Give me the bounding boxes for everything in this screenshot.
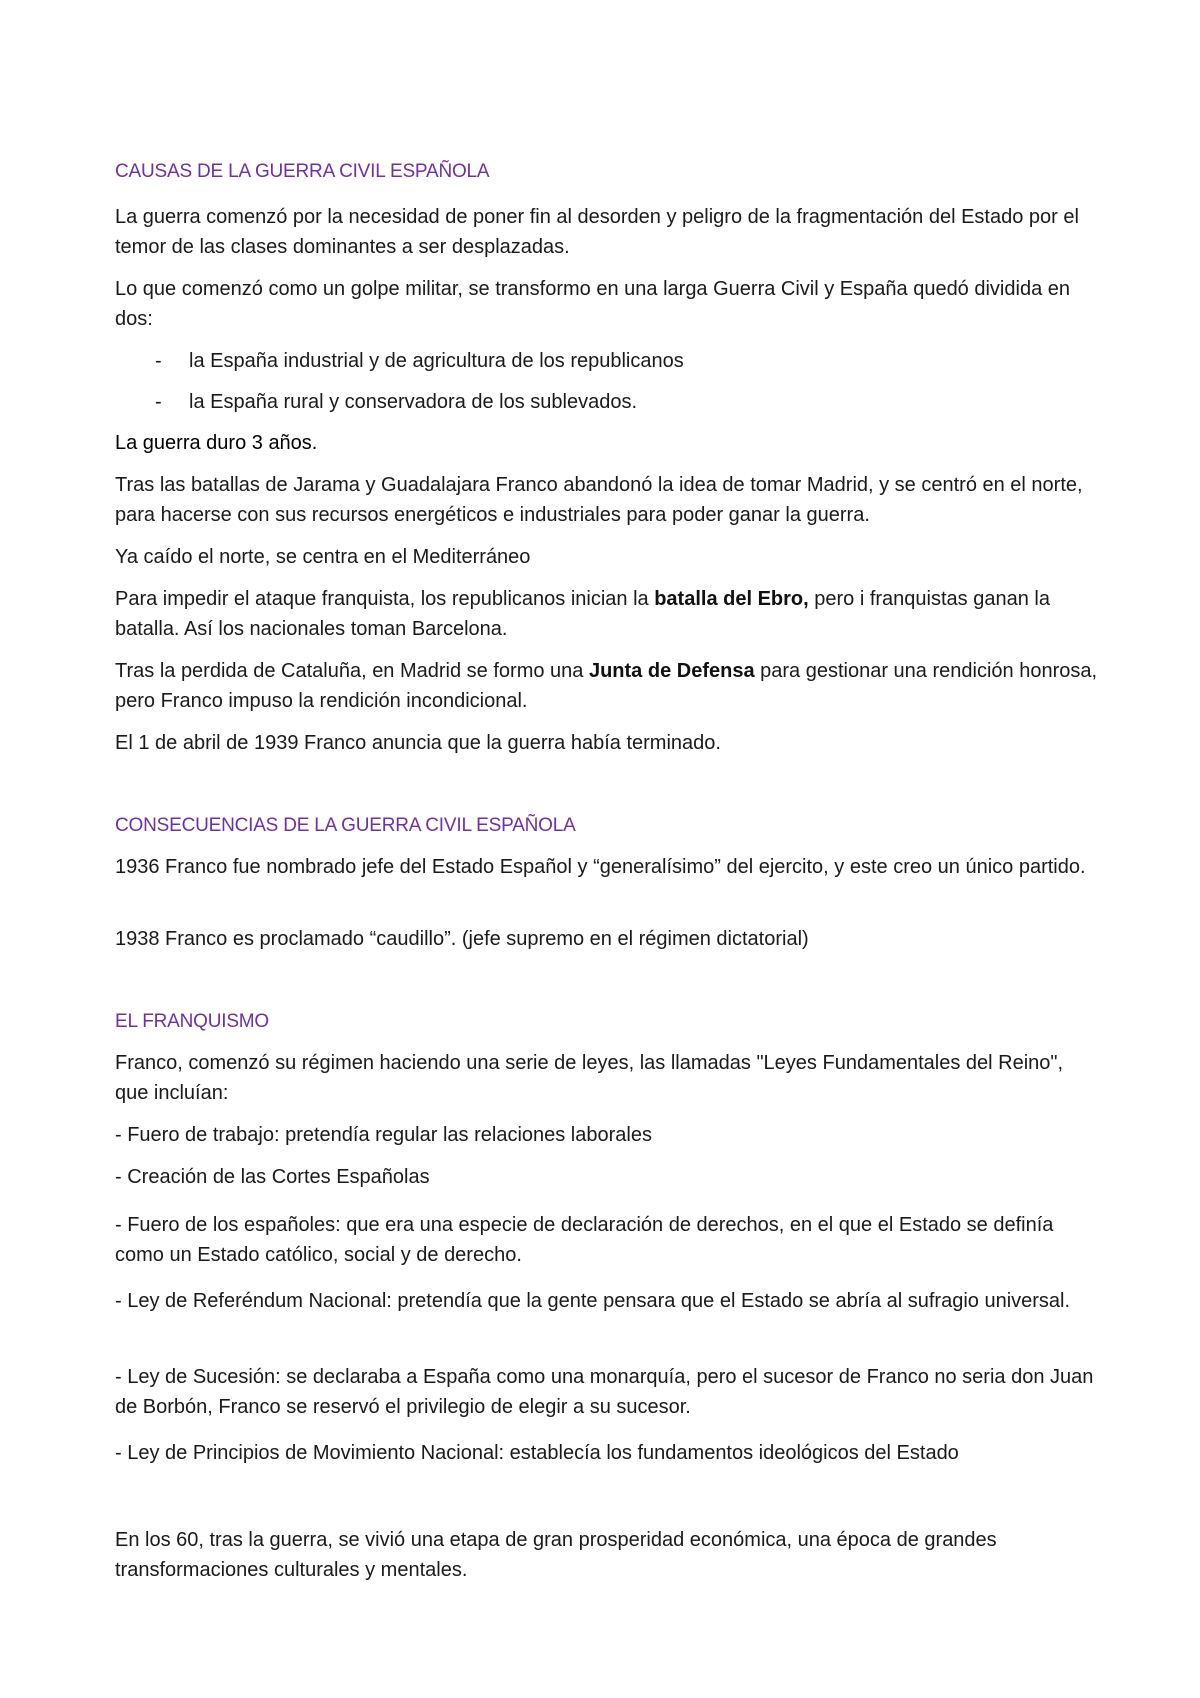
paragraph: La guerra comenzó por la necesidad de poner fin al desorden y peligro de la fragmentación del Estado por el temor de las clases dominantes a ser desplazadas. xyxy=(115,206,1079,258)
section-heading-consecuencias: CONSECUENCIAS DE LA GUERRA CIVIL ESPAÑOLA xyxy=(115,815,576,836)
list-item-text: la España rural y conservadora de los sublevados. xyxy=(189,391,638,413)
section-heading-causas: CAUSAS DE LA GUERRA CIVIL ESPAÑOLA xyxy=(115,161,490,182)
bold-term: batalla del Ebro, xyxy=(654,588,809,610)
list-item-text: la España industrial y de agricultura de los republicanos xyxy=(189,350,684,372)
list-item: - Fuero de los españoles: que era una especie de declaración de derechos, en el que el Estado se definía como un Estado católico, social y de derecho. xyxy=(115,1214,1054,1266)
list-item xyxy=(115,346,1174,376)
paragraph: El 1 de abril de 1939 Franco anuncia que la guerra había terminado. xyxy=(115,732,721,754)
list-item: - Fuero de trabajo: pretendía regular las relaciones laborales xyxy=(115,1124,652,1146)
paragraph: En los 60, tras la guerra, se vivió una etapa de gran prosperidad económica, una época de grandes transformaciones culturales y mentales. xyxy=(115,1529,997,1581)
bullet-dash: - xyxy=(155,391,162,413)
list-item: - Ley de Referéndum Nacional: pretendía que la gente pensara que el Estado se abría al sufragio universal. xyxy=(115,1290,1071,1312)
paragraph: 1938 Franco es proclamado “caudillo”. (jefe supremo en el régimen dictatorial) xyxy=(115,928,809,950)
paragraph: Lo que comenzó como un golpe militar, se transformo en una larga Guerra Civil y España quedó dividida en dos: xyxy=(115,278,1070,330)
paragraph xyxy=(115,656,1100,716)
text-run: Tras la perdida de Cataluña, en Madrid se formo una xyxy=(115,660,589,682)
paragraph: 1936 Franco fue nombrado jefe del Estado Español y “generalísimo” del ejercito, y este creo un único partido. xyxy=(115,856,1086,878)
paragraph: La guerra duro 3 años. xyxy=(115,432,318,454)
list-item: - Ley de Sucesión: se declaraba a España como una monarquía, pero el sucesor de Franco no seria don Juan de Borbón, Franco se reservó el privilegio de elegir a su sucesor. xyxy=(115,1366,1094,1418)
text-run: para gestionar una rendición honrosa, pero Franco impuso la rendición incondicional. xyxy=(115,660,1098,712)
text-run: Para impedir el ataque franquista, los republicanos inician la xyxy=(115,588,655,610)
text-run: pero i franquistas ganan la batalla. Así los nacionales toman Barcelona. xyxy=(115,588,1050,640)
section-heading-franquismo: EL FRANQUISMO xyxy=(115,1011,269,1032)
bold-term: Junta de Defensa xyxy=(588,660,755,682)
bullet-dash: - xyxy=(155,350,162,372)
paragraph: Ya caído el norte, se centra en el Mediterráneo xyxy=(115,546,531,568)
list-item: - Ley de Principios de Movimiento Nacional: establecía los fundamentos ideológicos del Estado xyxy=(115,1442,959,1464)
paragraph: Franco, comenzó su régimen haciendo una serie de leyes, las llamadas "Leyes Fundamentales del Reino", que incluían: xyxy=(115,1052,1064,1104)
paragraph xyxy=(115,584,1100,644)
list-item xyxy=(115,387,1174,417)
list-item: - Creación de las Cortes Españolas xyxy=(115,1166,430,1188)
paragraph: Tras las batallas de Jarama y Guadalajara Franco abandonó la idea de tomar Madrid, y se centró en el norte, para hacerse con sus recursos energéticos e industriales para poder ganar la guerra. xyxy=(115,474,1083,526)
